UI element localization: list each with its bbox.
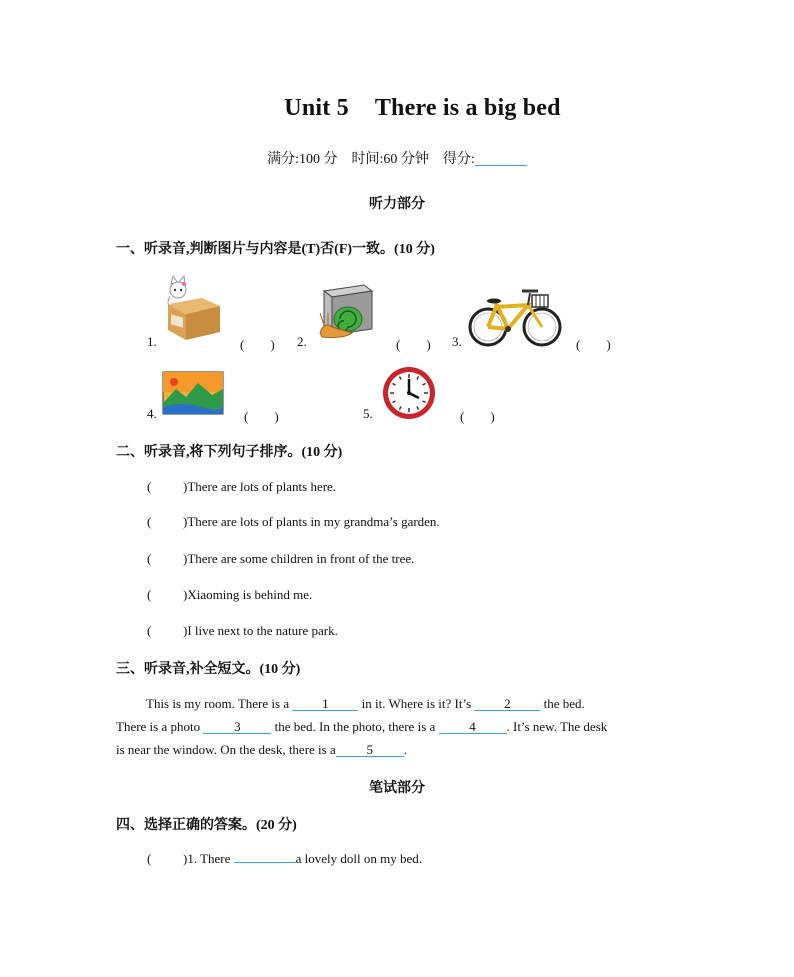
order-paren-4[interactable]: ( <box>147 587 152 602</box>
snail-by-box-icon <box>314 283 374 341</box>
mountain-landscape-icon <box>162 371 224 415</box>
passage-line-2: There is a photo 3 the bed. In the photo, there is a 4 . It’s new. The desk <box>116 719 608 734</box>
section2-heading: 二、听录音,将下列句子排序。(10 分) <box>116 445 343 460</box>
item1-answer[interactable]: ( ) <box>240 337 275 352</box>
q4-1-line: ( )1. There a lovely doll on my bed. <box>147 851 423 866</box>
item3-answer[interactable]: ( ) <box>576 337 611 352</box>
order-line-1: ( )There are lots of plants here. <box>147 479 337 494</box>
order-paren-2[interactable]: ( <box>147 514 152 529</box>
listening-title: 听力部分 <box>369 197 425 212</box>
blank-4[interactable]: 4 <box>439 720 507 734</box>
blank-1[interactable]: 1 <box>292 697 358 711</box>
bicycle-icon <box>466 285 564 349</box>
order-line-3: ( )There are some children in front of the tree. <box>147 551 415 566</box>
order-text-4: Xiaoming is behind me. <box>187 587 313 602</box>
order-paren-1[interactable]: ( <box>147 479 152 494</box>
order-line-4: ( )Xiaoming is behind me. <box>147 587 313 602</box>
item3-number: 3. <box>452 334 462 349</box>
section3-heading: 三、听录音,补全短文。(10 分) <box>116 662 301 677</box>
order-paren-3[interactable]: ( <box>147 551 152 566</box>
clock-icon <box>381 365 437 421</box>
order-text-2: There are lots of plants in my grandma’s garden. <box>187 514 440 529</box>
meta-text: 满分:100 分 时间:60 分钟 得分: <box>267 152 475 167</box>
blank-3[interactable]: 3 <box>203 720 271 734</box>
section4-heading: 四、选择正确的答案。(20 分) <box>116 818 297 833</box>
score-meta <box>0 148 794 168</box>
order-text-5: I live next to the nature park. <box>187 623 338 638</box>
item5-number: 5. <box>363 406 373 421</box>
passage-line-3: is near the window. On the desk, there is a 5 . <box>116 742 407 757</box>
score-blank[interactable] <box>475 151 527 166</box>
item2-answer[interactable]: ( ) <box>396 337 431 352</box>
q4-1-answer[interactable]: ( <box>147 851 152 866</box>
item2-number: 2. <box>297 334 307 349</box>
order-paren-5[interactable]: ( <box>147 623 152 638</box>
item4-number: 4. <box>147 406 157 421</box>
item4-answer[interactable]: ( ) <box>244 409 279 424</box>
blank-2[interactable]: 2 <box>474 697 540 711</box>
order-line-5: ( )I live next to the nature park. <box>147 623 338 638</box>
order-text-3: There are some children in front of the tree. <box>187 551 415 566</box>
passage-line-1: This is my room. There is a 1 in it. Where is it? It’s 2 the bed. <box>146 696 585 711</box>
order-text-1: There are lots of plants here. <box>187 479 337 494</box>
item5-answer[interactable]: ( ) <box>460 409 495 424</box>
q4-1-blank[interactable] <box>234 862 296 863</box>
unit-label: Unit 5 <box>284 95 349 121</box>
order-line-2: ( )There are lots of plants in my grandma’s garden. <box>147 514 440 529</box>
writing-title: 笔试部分 <box>369 781 425 796</box>
item1-number: 1. <box>147 334 157 349</box>
section1-heading: 一、听录音,判断图片与内容是(T)否(F)一致。(10 分) <box>116 242 435 257</box>
title-text: There is a big bed <box>374 95 561 121</box>
page-title <box>0 95 794 122</box>
box-with-cat-icon <box>162 274 222 342</box>
blank-5[interactable]: 5 <box>336 743 404 757</box>
